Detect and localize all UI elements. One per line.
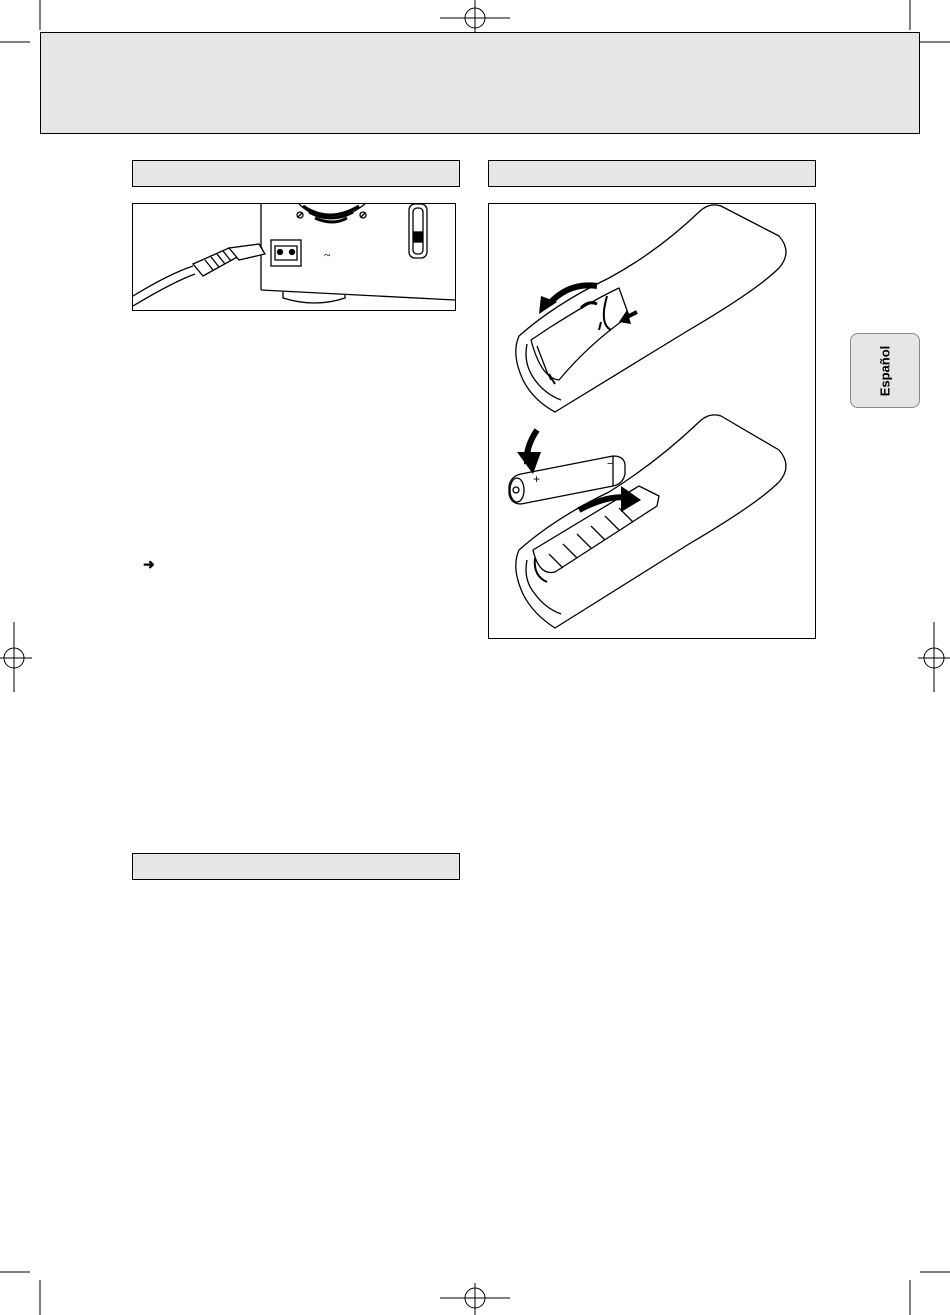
ac-symbol: ~ xyxy=(324,248,331,262)
language-tab-label: Español xyxy=(877,345,893,396)
battery-minus-sign: − xyxy=(607,458,614,470)
section-bar-power xyxy=(132,160,460,187)
power-cord-illustration xyxy=(132,203,456,311)
remote-battery-illustration xyxy=(488,203,816,639)
language-tab xyxy=(850,333,920,408)
header-band xyxy=(40,32,920,134)
bullet-arrow-icon: ➜ xyxy=(143,556,155,572)
section-bar-lower xyxy=(132,853,460,880)
section-bar-batteries xyxy=(488,160,816,187)
battery-plus-sign: + xyxy=(533,472,541,486)
